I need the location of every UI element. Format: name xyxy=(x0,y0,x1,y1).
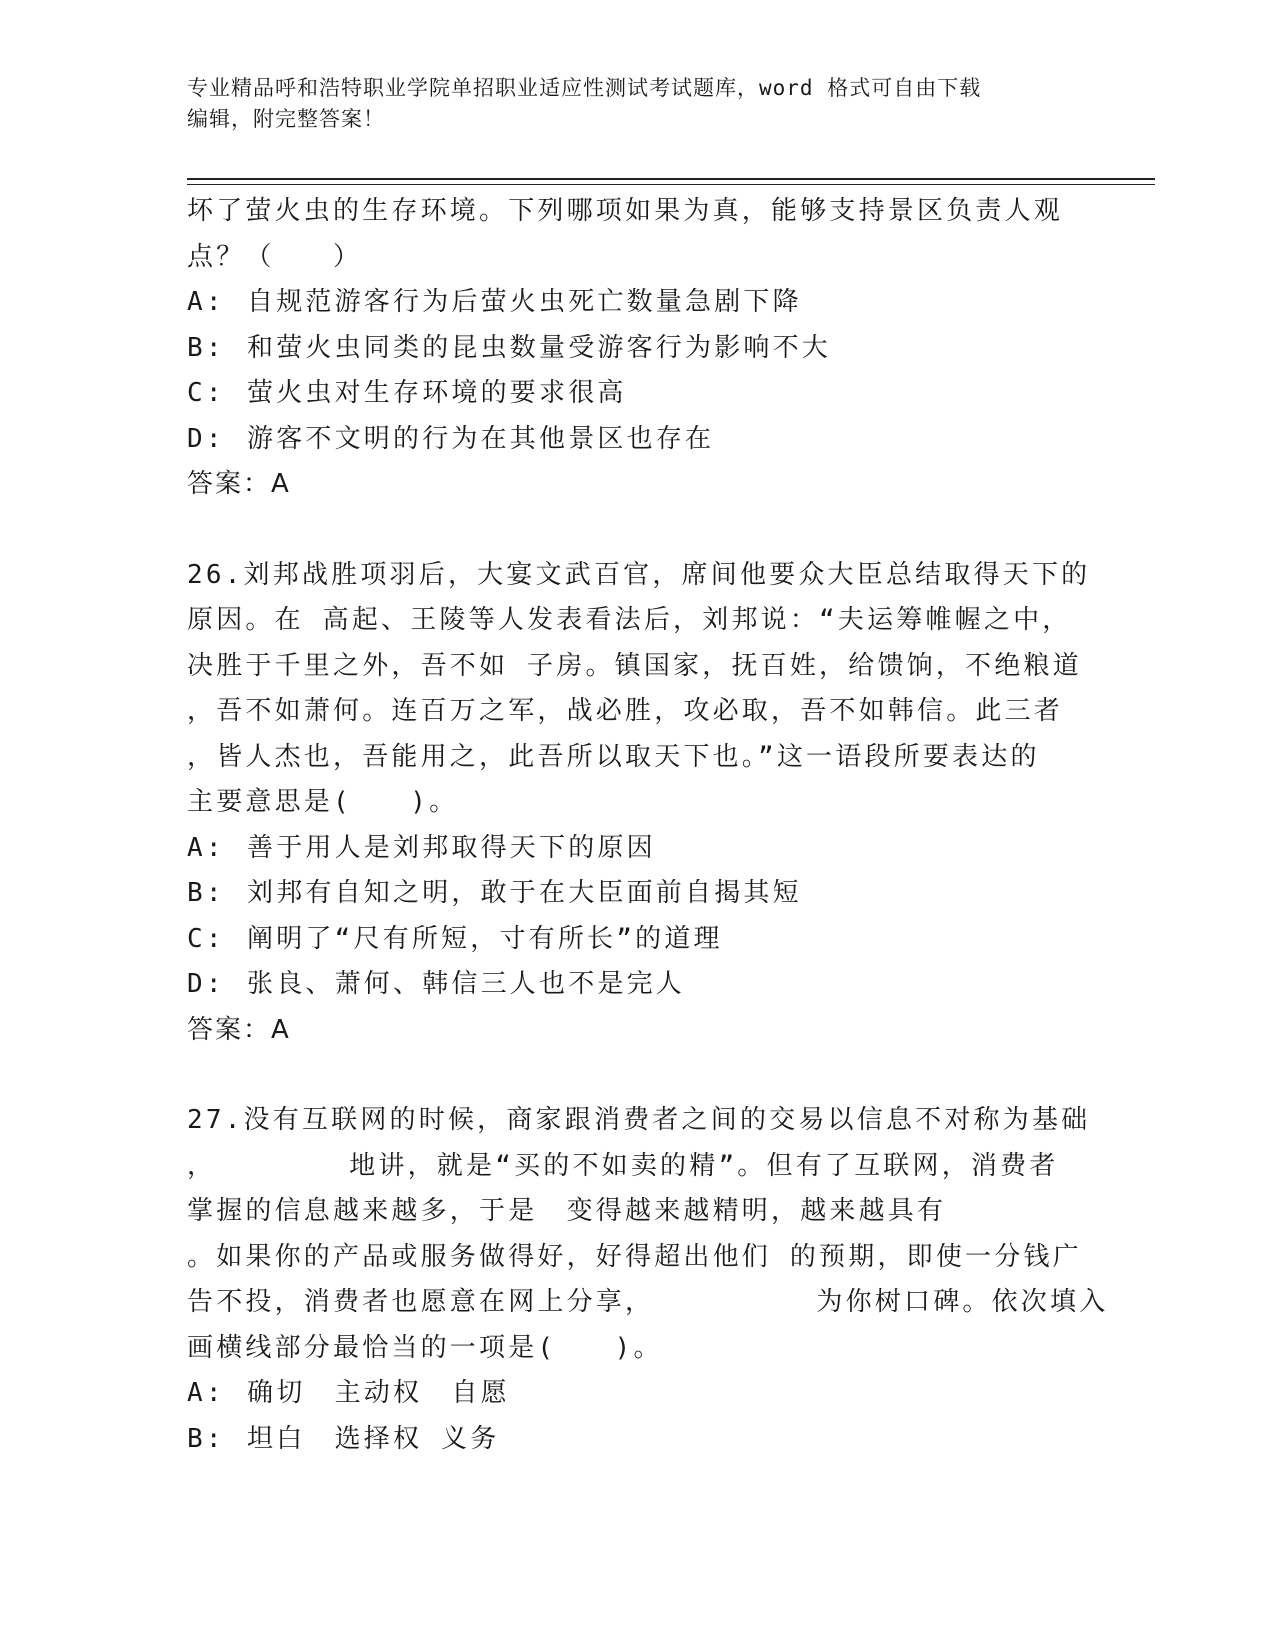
header-rule-thin xyxy=(187,184,1155,185)
question-text-line: 告不投，消费者也愿意在网上分享， 为你树口碑。依次填入 xyxy=(187,1287,1109,1317)
question-text-line: ，皆人杰也，吾能用之，此吾所以取天下也。”这一语段所要表达的 xyxy=(187,741,1040,772)
option-c: C: 萤火虫对生存环境的要求很高 xyxy=(187,378,627,408)
option-d: D: 张良、萧何、韩信三人也不是完人 xyxy=(187,969,686,999)
question-27 xyxy=(187,1098,1109,1462)
question-text-line: 。如果你的产品或服务做得好，好得超出他们 的预期，即使一分钱广 xyxy=(187,1241,1082,1272)
spacer xyxy=(187,1053,1087,1098)
question-text-line: 主要意思是( )。 xyxy=(187,787,459,817)
question-text-line: 点？（ ） xyxy=(187,241,363,272)
header-rule-thick xyxy=(187,178,1155,180)
question-content xyxy=(187,189,1109,1462)
question-26 xyxy=(187,553,1091,1054)
question-text-line: 掌握的信息越来越多，于是 变得越来越精明，越来越具有 xyxy=(187,1196,947,1226)
option-c: C: 阐明了“尺有所短，寸有所长”的道理 xyxy=(187,923,723,954)
question-text-line: ，吾不如萧何。连百万之军，战必胜，攻必取，吾不如韩信。此三者 xyxy=(187,696,1064,726)
question-text-line: 画横线部分最恰当的一项是( )。 xyxy=(187,1332,663,1363)
option-b: B: 坦白 选择权 义务 xyxy=(187,1423,500,1454)
question-text-line: ， 地讲，就是“买的不如卖的精”。但有了互联网，消费者 xyxy=(187,1150,1059,1181)
option-b: B: 刘邦有自知之明，敢于在大臣面前自揭其短 xyxy=(187,878,802,908)
page-header xyxy=(187,73,1087,135)
answer: 答案：A xyxy=(187,469,291,499)
option-a: A: 自规范游客行为后萤火虫死亡数量急剧下降 xyxy=(187,287,802,317)
header-line-2: 编辑，附完整答案！ xyxy=(187,107,385,131)
answer: 答案：A xyxy=(187,1014,291,1045)
option-a: A: 确切 主动权 自愿 xyxy=(187,1378,510,1408)
question-text-line: 决胜于千里之外，吾不如 子房。镇国家，抚百姓，给馈饷，不绝粮道 xyxy=(187,650,1082,681)
question-text-line: 27.没有互联网的时候，商家跟消费者之间的交易以信息不对称为基础 xyxy=(187,1105,1091,1135)
question-text-line: 坏了萤火虫的生存环境。下列哪项如果为真，能够支持景区负责人观 xyxy=(187,196,1064,226)
option-d: D: 游客不文明的行为在其他景区也存在 xyxy=(187,423,715,454)
header-line-1: 专业精品呼和浩特职业学院单招职业适应性测试考试题库，word 格式可自由下载 xyxy=(187,76,982,100)
option-b: B: 和萤火虫同类的昆虫数量受游客行为影响不大 xyxy=(187,332,832,363)
spacer xyxy=(187,508,1087,553)
question-text-line: 26.刘邦战胜项羽后，大宴文武百官，席间他要众大臣总结取得天下的 xyxy=(187,559,1091,590)
option-a: A: 善于用人是刘邦取得天下的原因 xyxy=(187,832,656,863)
question-25 xyxy=(187,189,1087,508)
question-text-line: 原因。在 高起、王陵等人发表看法后，刘邦说：“夫运筹帷幄之中， xyxy=(187,605,1072,635)
